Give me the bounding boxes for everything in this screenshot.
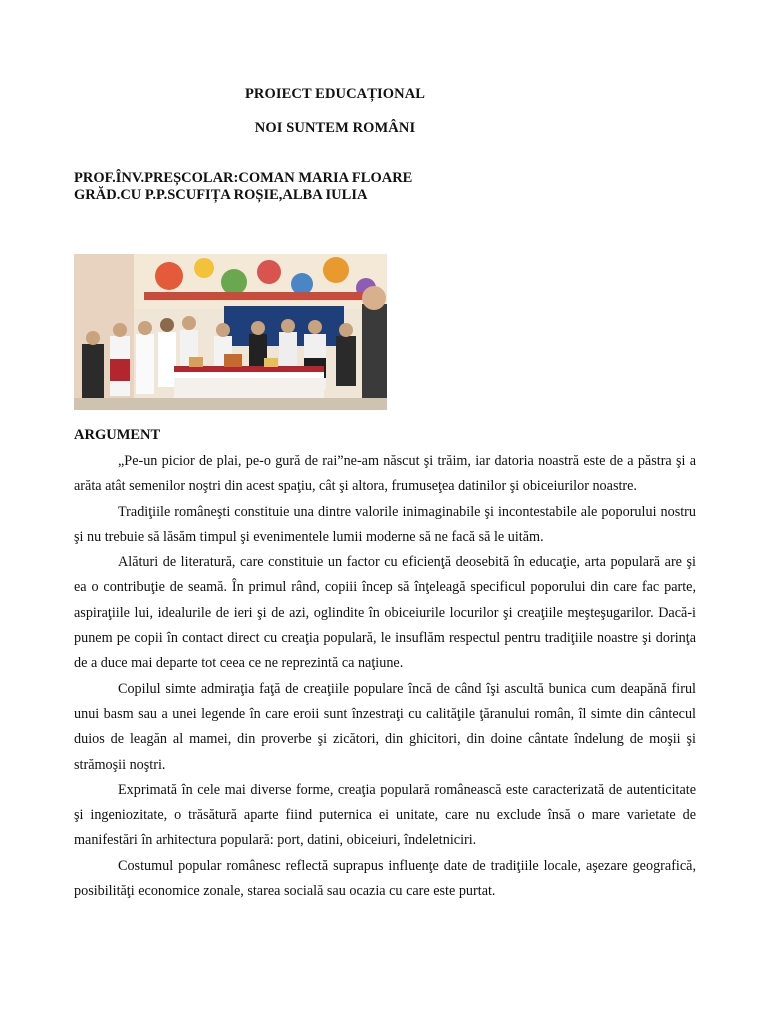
section-heading-argument: ARGUMENT — [74, 427, 161, 443]
paragraph: Exprimată în cele mai diverse forme, creaţia populară românească este caracterizată de autenticitate şi ingeniozitate, o trăsătură aparte fiind puternica ei unitate, care nu exclude însă o mare varietate de manifestări în arhitectura populară: port, datini, obiceiuri, îndeletniciri. — [74, 781, 696, 849]
children-folk-costume-photo — [74, 254, 387, 410]
document-subtitle: NOI SUNTEM ROMÂNI — [254, 120, 416, 136]
paragraph: „Pe-un picior de plai, pe-o gură de rai”ne-am născut şi trăim, iar datoria noastră este de a păstra şi a arăta atât semenilor noştri din acest spaţiu, cât şi altora, frumuseţea datinilor şi obiceiurilor noastre. — [74, 453, 696, 495]
paragraph: Costumul popular românesc reflectă suprapus influenţe date de tradiţiile locale, aşezare geografică, posibilităţi economice zonale, starea socială sau ocazia cu care este purtat. — [74, 857, 696, 900]
paragraph: Copilul simte admiraţia faţă de creaţiile populare încă de când îşi ascultă bunica cum deapănă firul unui basm sau a unei legende în care eroii sunt înzestraţi cu calităţile ţăranului român, îl simte din cântecul duios de leagăn al mamei, din proverbe şi zicători, din ghicitori, din doine cântate îndelung de moşii şi strămoşii noştri. — [74, 680, 696, 773]
paragraph: Tradiţiile româneşti constituie una dintre valorile inimaginabile şi incontestabile ale poporului nostru şi nu trebuie să lăsăm timpul şi evenimentele lumii moderne să ne facă să le uităm. — [74, 503, 696, 545]
author-line-teacher: PROF.ÎNV.PREȘCOLAR:COMAN MARIA FLOARE — [74, 170, 413, 186]
argument-body — [74, 449, 696, 904]
document-title: PROIECT EDUCAȚIONAL — [244, 86, 426, 102]
paragraph: Alături de literatură, care constituie un factor cu eficienţă deosebită în educaţie, arta populară are şi ea o contribuţie de seamă. În primul rând, copiii încep să înţeleagă specificul poporului din care fac parte, aspiraţiile lui, idealurile de ieri şi de azi, oglindite în obiceiurile locurilor şi creaţiile meşteşugarilor. Dacă-i punem pe copii în contact direct cu creaţia populară, le insuflăm respectul pentru tradiţiile noastre şi dorinţa de a duce mai departe tot ceea ce ne reprezintă ca naţiune. — [74, 554, 696, 672]
author-line-kindergarten: GRĂD.CU P.P.SCUFIȚA ROȘIE,ALBA IULIA — [74, 187, 368, 203]
